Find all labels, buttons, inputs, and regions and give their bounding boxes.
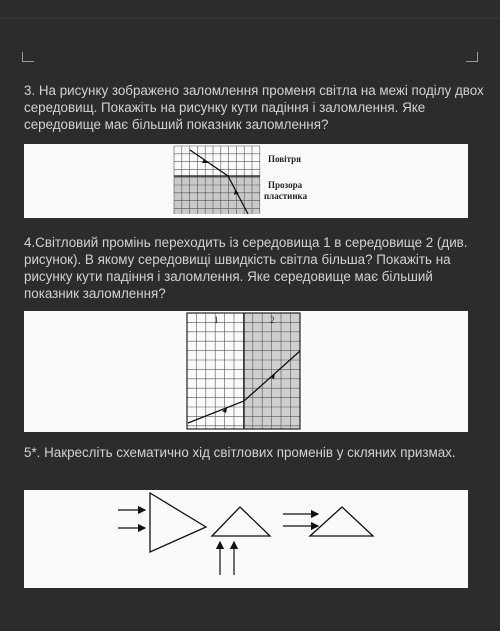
label-air: Повітря <box>268 154 302 164</box>
label-medium-2: 2 <box>270 315 275 325</box>
label-plate-line2: пластинка <box>264 191 308 201</box>
label-medium-1: 1 <box>214 315 219 325</box>
prism-1 <box>150 493 206 552</box>
figure-1-svg <box>24 144 468 218</box>
question-3-text: 3. На рисунку зображено заломлення променя світла на межі поділу двох середовищ. Покажіть на рисунку кути падіння і заломлення. Яке середовище має більший показник заломлення? <box>24 83 484 132</box>
figure-two-media <box>24 311 468 432</box>
figure-refraction-plate <box>24 144 468 218</box>
figure-2-svg <box>24 311 468 432</box>
prism-3 <box>310 507 373 536</box>
label-plate-line1: Прозора <box>268 180 303 190</box>
medium-2-region <box>244 313 300 429</box>
figure-3-svg <box>24 490 468 588</box>
prism-2 <box>212 507 270 536</box>
corner-mark-right <box>466 52 478 62</box>
question-4-text: 4.Світловий промінь переходить із середовища 1 в середовище 2 (див. рисунок). В якому середовищі швидкість світла більша? Покажіть на рисунку кути падіння і заломлення. Яке середовище має більший показник заломлення? <box>24 235 468 301</box>
corner-mark-left <box>22 52 34 62</box>
figure-prisms <box>24 490 468 588</box>
top-divider <box>0 18 500 19</box>
question-5-text: 5*. Накресліть схематично хід світлових променів у скляних призмах. <box>24 445 456 460</box>
